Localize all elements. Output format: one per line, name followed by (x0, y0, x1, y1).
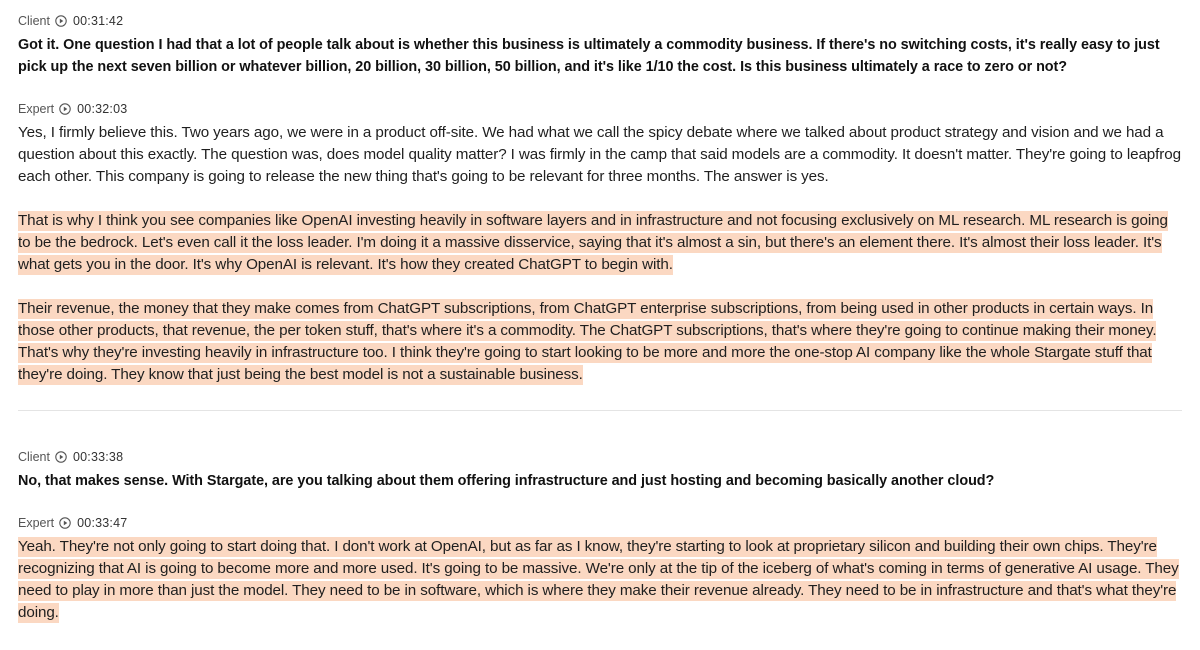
turn-text: Got it. One question I had that a lot of people talk about is whether this business is ultimately a commodity business. If there's no switching costs, it's really easy to just pick up the next seven billion or whatever billion, 20 billion, 30 billion, 50 billion, and it's like 1/10 the cost. Is this business ultimately a race to zero or not? (18, 37, 1160, 75)
speaker-label: Client (18, 450, 50, 464)
transcript (18, 12, 1182, 624)
turn-text: Yes, I firmly believe this. Two years ago, we were in a product off-site. We had what we call the spicy debate where we talked about product strategy and vision and we had a question about this exactly. The question was, does model quality matter? I was firmly in the camp that said models are a commodity. It doesn't matter. They're going to leapfrog each other. This company is going to release the new thing that's going to be relevant for three months. The answer is yes. (18, 124, 1181, 185)
speaker-label: Expert (18, 102, 55, 116)
play-circle-icon[interactable] (55, 15, 67, 27)
timestamp-link[interactable]: 00:31:42 (72, 14, 124, 28)
transcript-turn-expert (18, 100, 1182, 386)
turn-text-highlighted (18, 536, 1182, 624)
play-circle-icon[interactable] (59, 103, 71, 115)
turn-header (18, 514, 1182, 532)
speaker-label: Client (18, 14, 50, 28)
turn-header (18, 12, 1182, 30)
transcript-turn-client (18, 448, 1182, 492)
play-circle-icon[interactable] (59, 517, 71, 529)
turn-text-highlighted (18, 298, 1182, 386)
timestamp-link[interactable]: 00:33:38 (72, 450, 124, 464)
highlight-span[interactable]: That is why I think you see companies like OpenAI investing heavily in software layers and in infrastructure and not focusing exclusively on ML research. ML research is going to be the bedrock. Let's even call it the loss leader. I'm doing it a massive disservice, saying that it's almost a sin, but there's an element there. It's almost their loss leader. It's what gets you in the door. It's why OpenAI is relevant. It's how they created ChatGPT to begin with. (18, 212, 1168, 273)
transcript-turn-client (18, 12, 1182, 78)
transcript-turn-expert (18, 514, 1182, 624)
speaker-label: Expert (18, 516, 55, 530)
turn-header (18, 448, 1182, 466)
highlight-span[interactable]: Yeah. They're not only going to start doing that. I don't work at OpenAI, but as far as I know, they're starting to look at proprietary silicon and building their own chips. They're recognizing that AI is going to become more and more used. It's going to be massive. We're only at the tip of the iceberg of what's coming in terms of generative AI usage. They need to play in more than just the model. They need to be in software, which is where they make their revenue already. They need to be in infrastructure and that's what they're doing. (18, 538, 1179, 621)
turn-header (18, 100, 1182, 118)
turn-text: No, that makes sense. With Stargate, are you talking about them offering infrastructure and just hosting and becoming basically another cloud? (18, 473, 995, 489)
play-circle-icon[interactable] (55, 451, 67, 463)
turn-text-highlighted (18, 210, 1182, 276)
timestamp-link[interactable]: 00:33:47 (77, 516, 128, 530)
highlight-span[interactable]: Their revenue, the money that they make comes from ChatGPT subscriptions, from ChatGPT enterprise subscriptions, from being used in other products in certain ways. In those other products, that revenue, the per token stuff, that's where it's a commodity. The ChatGPT subscriptions, that's where they're going to continue making their money. That's why they're investing heavily in infrastructure too. I think they're going to start looking to be more and more the one-stop AI company like the whole Stargate stuff that they're doing. They know that just being the best model is not a sustainable business. (18, 300, 1157, 383)
timestamp-link[interactable]: 00:32:03 (77, 102, 128, 116)
